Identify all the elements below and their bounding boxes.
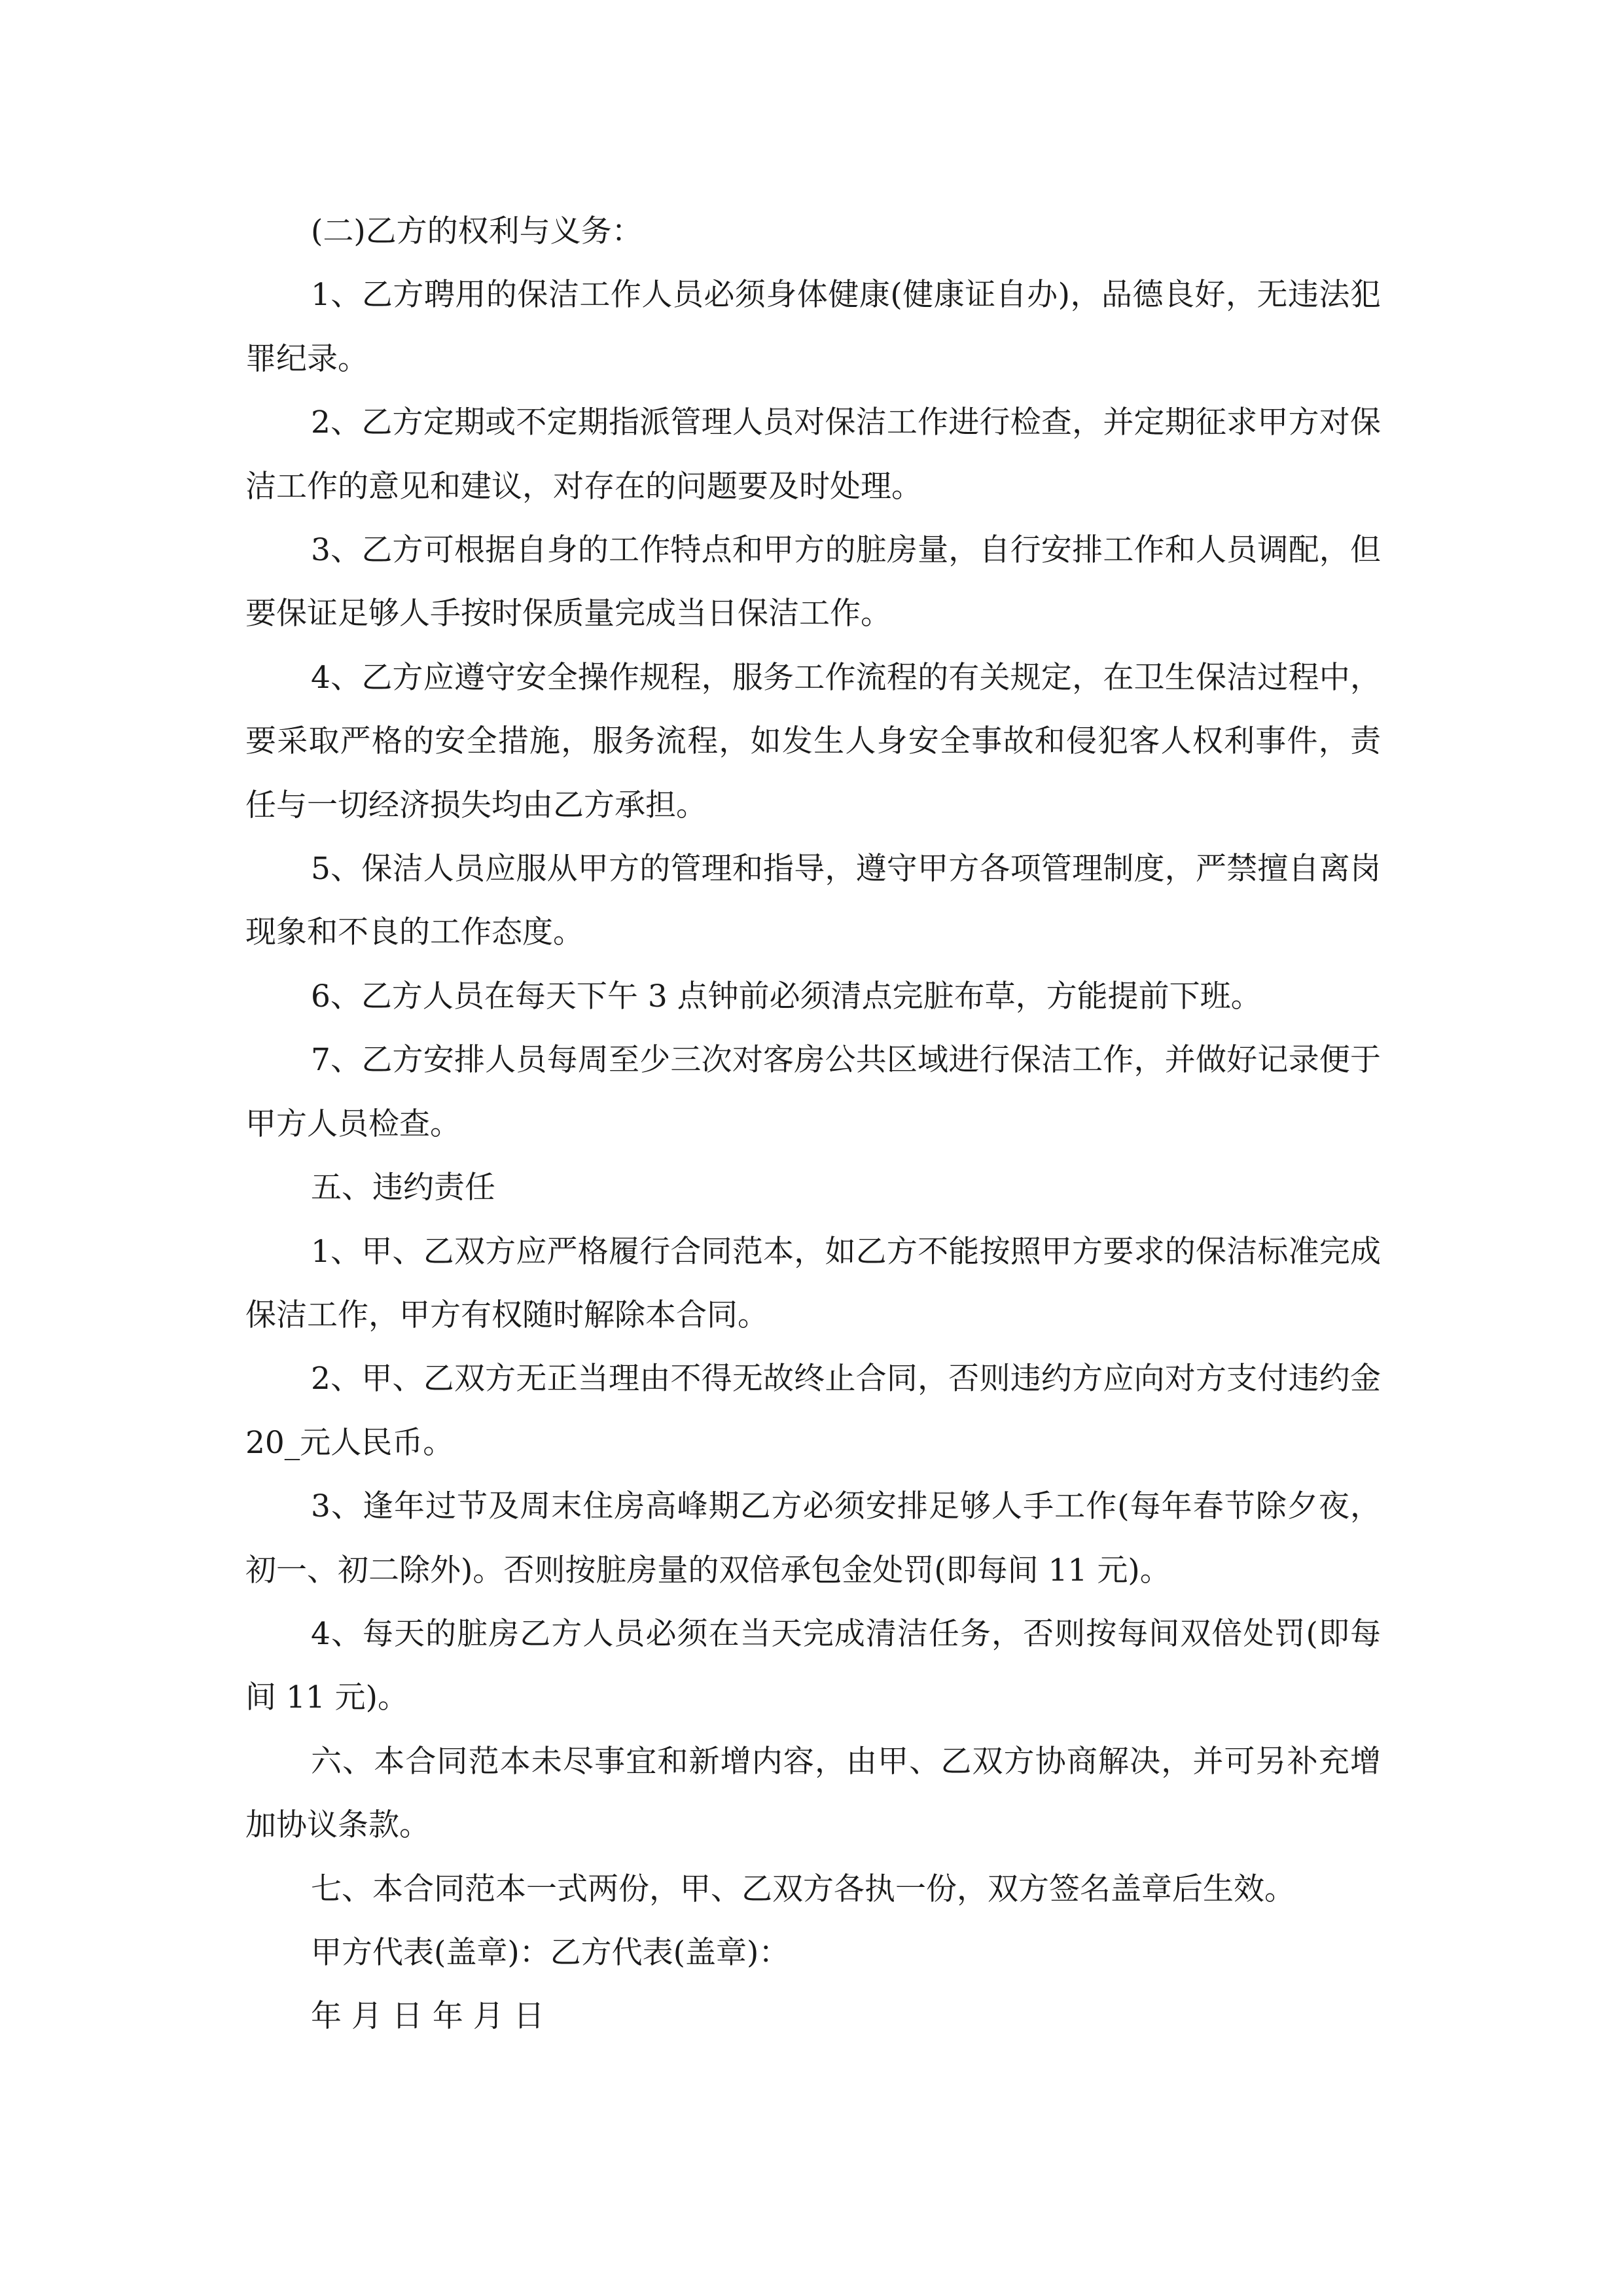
section-heading-party-b-rights: (二)乙方的权利与义务： [311,213,643,249]
section-paragraph-supplementary: 六、本合同范本未尽事宜和新增内容，由甲、乙双方协商解决，并可另补充增加协议条款。 [245,1743,1381,1844]
clause-paragraph: 3、乙方可根据自身的工作特点和甲方的脏房量，自行安排工作和人员调配，但要保证足够人手按时保质量完成当日保洁工作。 [245,532,1381,632]
clause-paragraph: 2、甲、乙双方无正当理由不得无故终止合同，否则违约方应向对方支付违约金 20_元人民币。 [245,1361,1381,1461]
signature-line: 甲方代表(盖章)：乙方代表(盖章)： [311,1934,790,1971]
clause-paragraph: 1、甲、乙双方应严格履行合同范本，如乙方不能按照甲方要求的保洁标准完成保洁工作，甲方有权随时解除本合同。 [245,1233,1381,1333]
document-body [245,200,1381,2049]
section-paragraph-copies: 七、本合同范本一式两份，甲、乙双方各执一份，双方签名盖章后生效。 [311,1871,1295,1907]
clause-paragraph: 2、乙方定期或不定期指派管理人员对保洁工作进行检查，并定期征求甲方对保洁工作的意见和建议，对存在的问题要及时处理。 [245,404,1381,505]
clause-paragraph: 1、乙方聘用的保洁工作人员必须身体健康(健康证自办)，品德良好，无违法犯罪纪录。 [245,277,1381,377]
clause-paragraph: 3、逢年过节及周末住房高峰期乙方必须安排足够人手工作(每年春节除夕夜，初一、初二除外)。否则按脏房量的双倍承包金处罚(即每间 11 元)。 [245,1488,1381,1588]
clause-paragraph: 6、乙方人员在每天下午 3 点钟前必须清点完脏布草，方能提前下班。 [311,978,1262,1014]
clause-paragraph: 7、乙方安排人员每周至少三次对客房公共区域进行保洁工作，并做好记录便于甲方人员检查。 [245,1042,1381,1142]
date-line: 年 月 日 年 月 日 [311,1998,544,2035]
clause-paragraph: 5、保洁人员应服从甲方的管理和指导，遵守甲方各项管理制度，严禁擅自离岗现象和不良的工作态度。 [245,851,1381,951]
section-heading-breach-liability: 五、违约责任 [311,1170,495,1206]
clause-paragraph: 4、每天的脏房乙方人员必须在当天完成清洁任务，否则按每间双倍处罚(即每间 11 元)。 [245,1615,1381,1716]
clause-paragraph: 4、乙方应遵守安全操作规程，服务工作流程的有关规定，在卫生保洁过程中，要采取严格的安全措施，服务流程，如发生人身安全事故和侵犯客人权利事件，责任与一切经济损失均由乙方承担。 [245,659,1381,823]
